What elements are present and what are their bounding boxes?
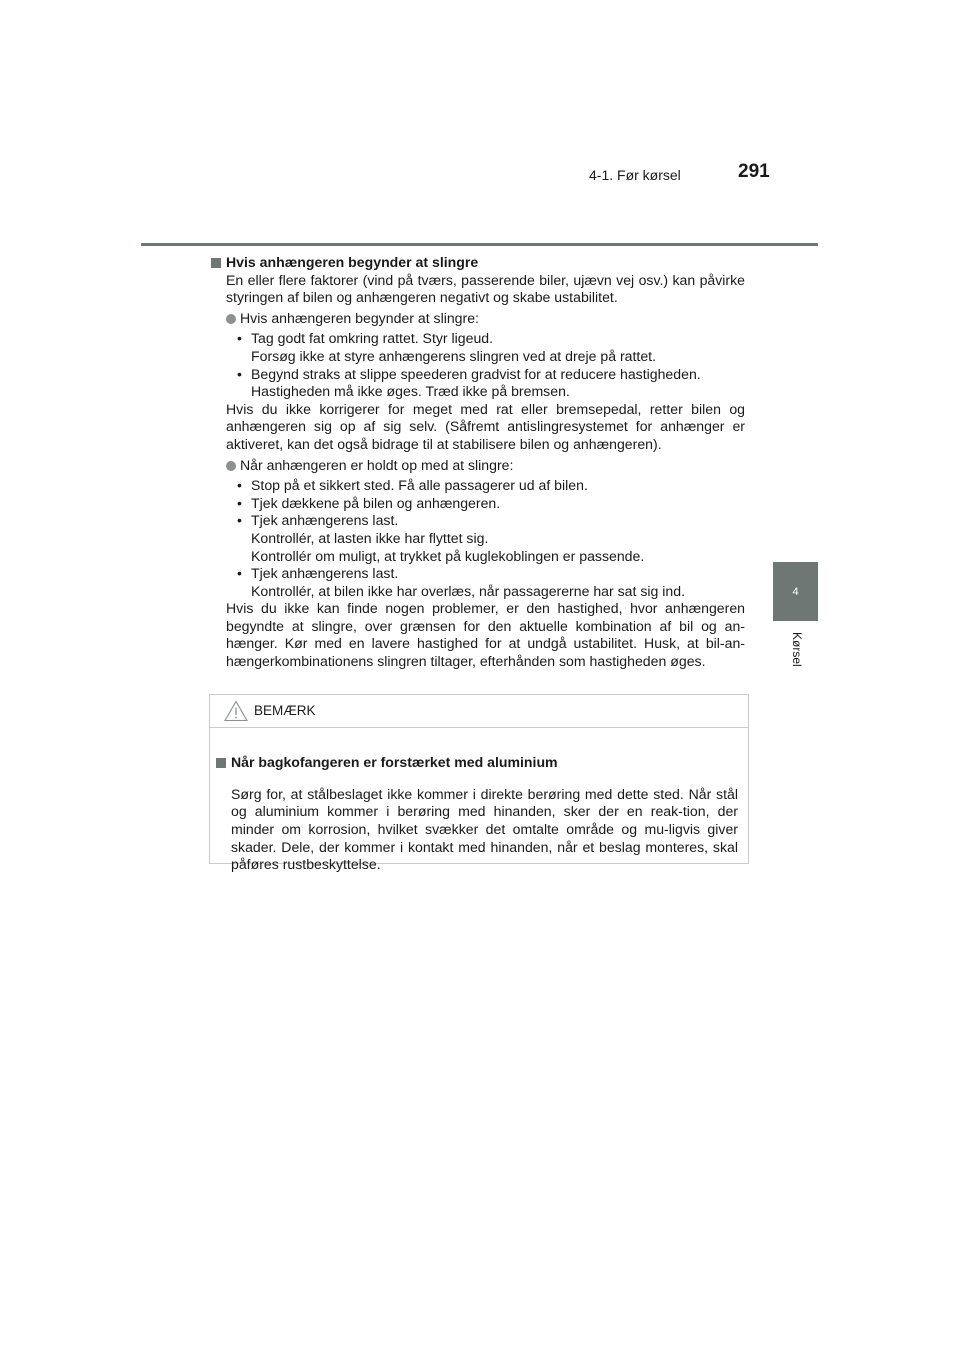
list-item-text: Tjek anhængerens last. (251, 512, 399, 529)
dot-bullet-icon: • (237, 365, 242, 382)
chapter-number: 4 (792, 585, 799, 598)
dot-bullet-icon: • (237, 565, 242, 582)
section-intro: En eller flere faktorer (vind på tværs, passerende biler, ujævn vej osv.) kan påvirke styringen af bilen og anhængeren negativt og skabe ustabilitet. (226, 271, 745, 306)
list-item-text: Tjek dækkene på bilen og anhængeren. (251, 494, 501, 511)
list-item-detail: Forsøg ikke at styre anhængerens slingren ved at dreje på rattet. (251, 347, 657, 364)
list-item-detail: Hastigheden må ikke øges. Træd ikke på bremsen. (251, 383, 570, 400)
dot-bullet-icon: • (237, 494, 242, 511)
notice-header (210, 695, 748, 728)
main-content (211, 254, 745, 671)
square-bullet-icon (211, 258, 221, 268)
list-item (211, 366, 745, 384)
header-divider (141, 243, 818, 246)
list-item (211, 495, 745, 513)
list-item-text: Tjek anhængerens last. (251, 565, 399, 582)
list-item (211, 565, 745, 583)
chapter-label (777, 624, 817, 674)
notice-body (210, 728, 748, 874)
notice-text: Sørg for, at stålbeslaget ikke kommer i direkte berøring med dette sted. Når stål og aluminium kommer i berøring med hinanden, sker der en reak-tion, der minder om korrosion, hvilket svækker det omtalte område og mu-ligvis giver skader. Dele, der kommer i kontakt med hinanden, når et beslag monteres, skal påføres rustbeskyttelse. (231, 785, 738, 873)
block2-title (211, 457, 745, 475)
notice-heading (216, 754, 738, 772)
list-item-detail: Kontrollér, at lasten ikke har flyttet sig. (251, 529, 489, 546)
list-item (211, 477, 745, 495)
block1-title (211, 310, 745, 328)
section-heading-text: Hvis anhængeren begynder at slingre (226, 254, 479, 270)
list-item (211, 512, 745, 530)
section-header: 4-1. Før kørsel (589, 167, 681, 183)
block2-title-text: Når anhængeren er holdt op med at slingre: (240, 456, 514, 473)
chapter-tab[interactable] (773, 562, 818, 621)
list-item-text: Tag godt fat omkring rattet. Styr ligeud. (251, 330, 494, 347)
section-heading (211, 254, 745, 272)
square-bullet-icon (216, 758, 226, 768)
circle-bullet-icon (226, 314, 236, 324)
notice-heading-text: Når bagkofangeren er forstærket med aluminium (231, 754, 558, 771)
list-item-detail: Kontrollér om muligt, at trykket på kuglekoblingen er passende. (251, 547, 645, 564)
list-item-text: Begynd straks at slippe speederen gradvist for at reducere hastigheden. (251, 365, 701, 382)
list-item-detail: Kontrollér, at bilen ikke har overlæs, når passagererne har sat sig ind. (251, 582, 686, 599)
notice-box (209, 694, 749, 873)
notice-title: BEMÆRK (254, 703, 316, 718)
list-item (211, 330, 745, 348)
circle-bullet-icon (226, 461, 236, 471)
block2-after: Hvis du ikke kan finde nogen problemer, er den hastighed, hvor anhængeren begyndte at slingre, over grænsen for den aktuelle kombination af bil og an-hænger. Kør med en lavere hastighed for at undgå ustabilitet. Husk, at bil-an-hængerkombinationens slingren tiltager, efterhånden som hastigheden øges. (226, 600, 745, 670)
dot-bullet-icon: • (237, 330, 242, 347)
list-item-text: Stop på et sikkert sted. Få alle passagerer ud af bilen. (251, 477, 588, 494)
dot-bullet-icon: • (237, 477, 242, 494)
block1-after: Hvis du ikke korrigerer for meget med rat eller bremsepedal, retter bilen og anhængeren sig op af sig selv. (Såfremt antislingresystemet for anhænger er aktiveret, kan det også bidrage til at stabilisere bilen og anhængeren). (226, 400, 745, 452)
chapter-label-text: Kørsel (790, 631, 804, 667)
page-number: 291 (738, 161, 770, 182)
warning-triangle-icon (224, 700, 248, 722)
dot-bullet-icon: • (237, 512, 242, 529)
block1-title-text: Hvis anhængeren begynder at slingre: (240, 309, 479, 326)
